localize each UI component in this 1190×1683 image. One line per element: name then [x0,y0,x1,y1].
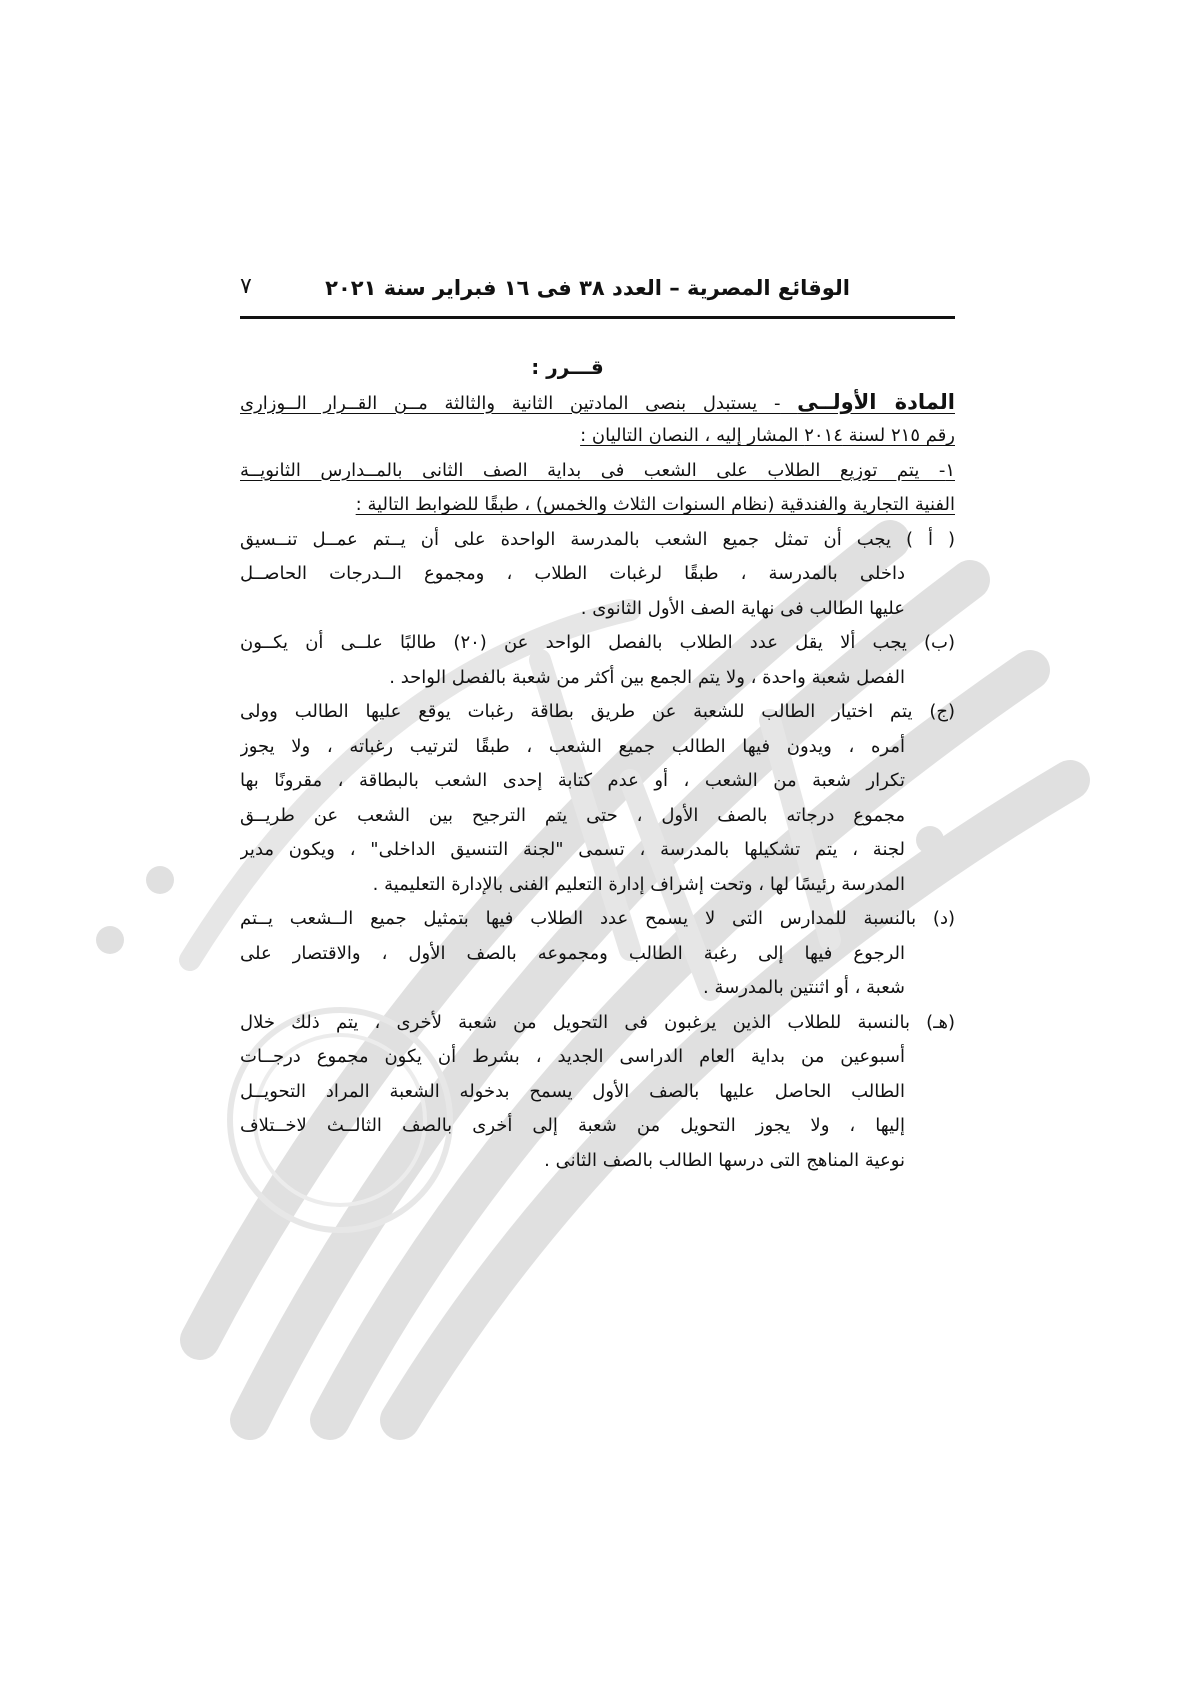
clause-e-line-5: نوعية المناهج التى درسها الطالب بالصف الثانى . [544,1149,905,1171]
clause-a-line-1: ( أ ) يجب أن تمثل جميع الشعب بالمدرسة الواحدة على أن يــتم عمــل تنــسيق [240,528,955,550]
header-title: الوقائع المصرية – العدد ٣٨ فى ١٦ فبراير سنة ٢٠٢١ [325,276,850,300]
clause-d-line-2: الرجوع فيها إلى رغبة الطالب ومجموعه بالصف الأول ، والاقتصار على [240,942,905,964]
clause-c-line-4: مجموع درجاته بالصف الأول ، حتى يتم الترجيح بين الشعب عن طريــق [240,804,905,826]
page-number: ٧ [240,274,252,299]
article-one-label: المادة الأولــى [797,389,955,414]
clause-e-line-3: الطالب الحاصل عليها بالصف الأول يسمح بدخوله الشعبة المراد التحويــل [240,1080,905,1102]
gazette-header [240,268,955,319]
decision-heading: قـــرر : [531,355,604,379]
clause-c-line-3: تكرار شعبة من الشعب ، أو عدم كتابة إحدى الشعب بالبطاقة ، مقرونًا بها [240,770,905,791]
document-body [240,350,955,1178]
article-one-text: - يستبدل بنصى المادتين الثانية والثالثة مــن القــرار الــوزارى [240,392,781,414]
clause-e-line-2: أسبوعين من بداية العام الدراسى الجديد ، بشرط أن يكون مجموع درجــات [240,1046,905,1067]
item-one-line-2: الفنية التجارية والفندقية (نظام السنوات الثلاث والخمس) ، طبقًا للضوابط التالية : [355,494,955,515]
clause-c-line-2: أمره ، ويدون فيها الطالب جميع الشعب ، طبقًا لترتيب رغباته ، ولا يجوز [240,735,905,757]
clause-c-line-5: لجنة ، يتم تشكيلها بالمدرسة ، تسمى "لجنة التنسيق الداخلى" ، ويكون مدير [240,839,905,860]
article-one-line-2: رقم ٢١٥ لسنة ٢٠١٤ المشار إليه ، النصان التاليان : [580,425,955,446]
clause-c-line-1: (ج) يتم اختيار الطالب للشعبة عن طريق بطاقة رغبات يوقع عليها الطالب وولى [240,701,955,722]
clause-c-line-6: المدرسة رئيسًا لها ، وتحت إشراف إدارة التعليم الفنى بالإدارة التعليمية . [372,873,905,895]
watermark-dot [146,866,174,894]
item-one-line-1: ١- يتم توزيع الطلاب على الشعب فى بداية الصف الثانى بالمــدارس الثانويــة [240,459,955,481]
watermark-dot [96,926,124,954]
clause-d-line-3: شعبة ، أو اثنتين بالمدرسة . [703,977,905,998]
clause-e-line-4: إليها ، ولا يجوز التحويل من شعبة إلى أخرى بالصف الثالــث لاخــتلاف [240,1115,905,1136]
clause-b-line-2: الفصل شعبة واحدة ، ولا يتم الجمع بين أكثر من شعبة بالفصل الواحد . [389,666,905,688]
clause-a-line-3: عليها الطالب فى نهاية الصف الأول الثانوى . [580,597,905,619]
clause-d-line-1: (د) بالنسبة للمدارس التى لا يسمح عدد الطلاب فيها بتمثيل جميع الــشعب يــتم [240,908,955,929]
clause-a-line-2: داخلى بالمدرسة ، طبقًا لرغبات الطلاب ، ومجموع الــدرجات الحاصــل [240,563,905,584]
article-one-line-1 [240,385,955,420]
clause-b-line-1: (ب) يجب ألا يقل عدد الطلاب بالفصل الواحد عن (٢٠) طالبًا علــى أن يكــون [240,632,955,653]
clause-e-line-1: (هـ) بالنسبة للطلاب الذين يرغبون فى التحويل من شعبة لأخرى ، يتم ذلك خلال [240,1011,955,1033]
